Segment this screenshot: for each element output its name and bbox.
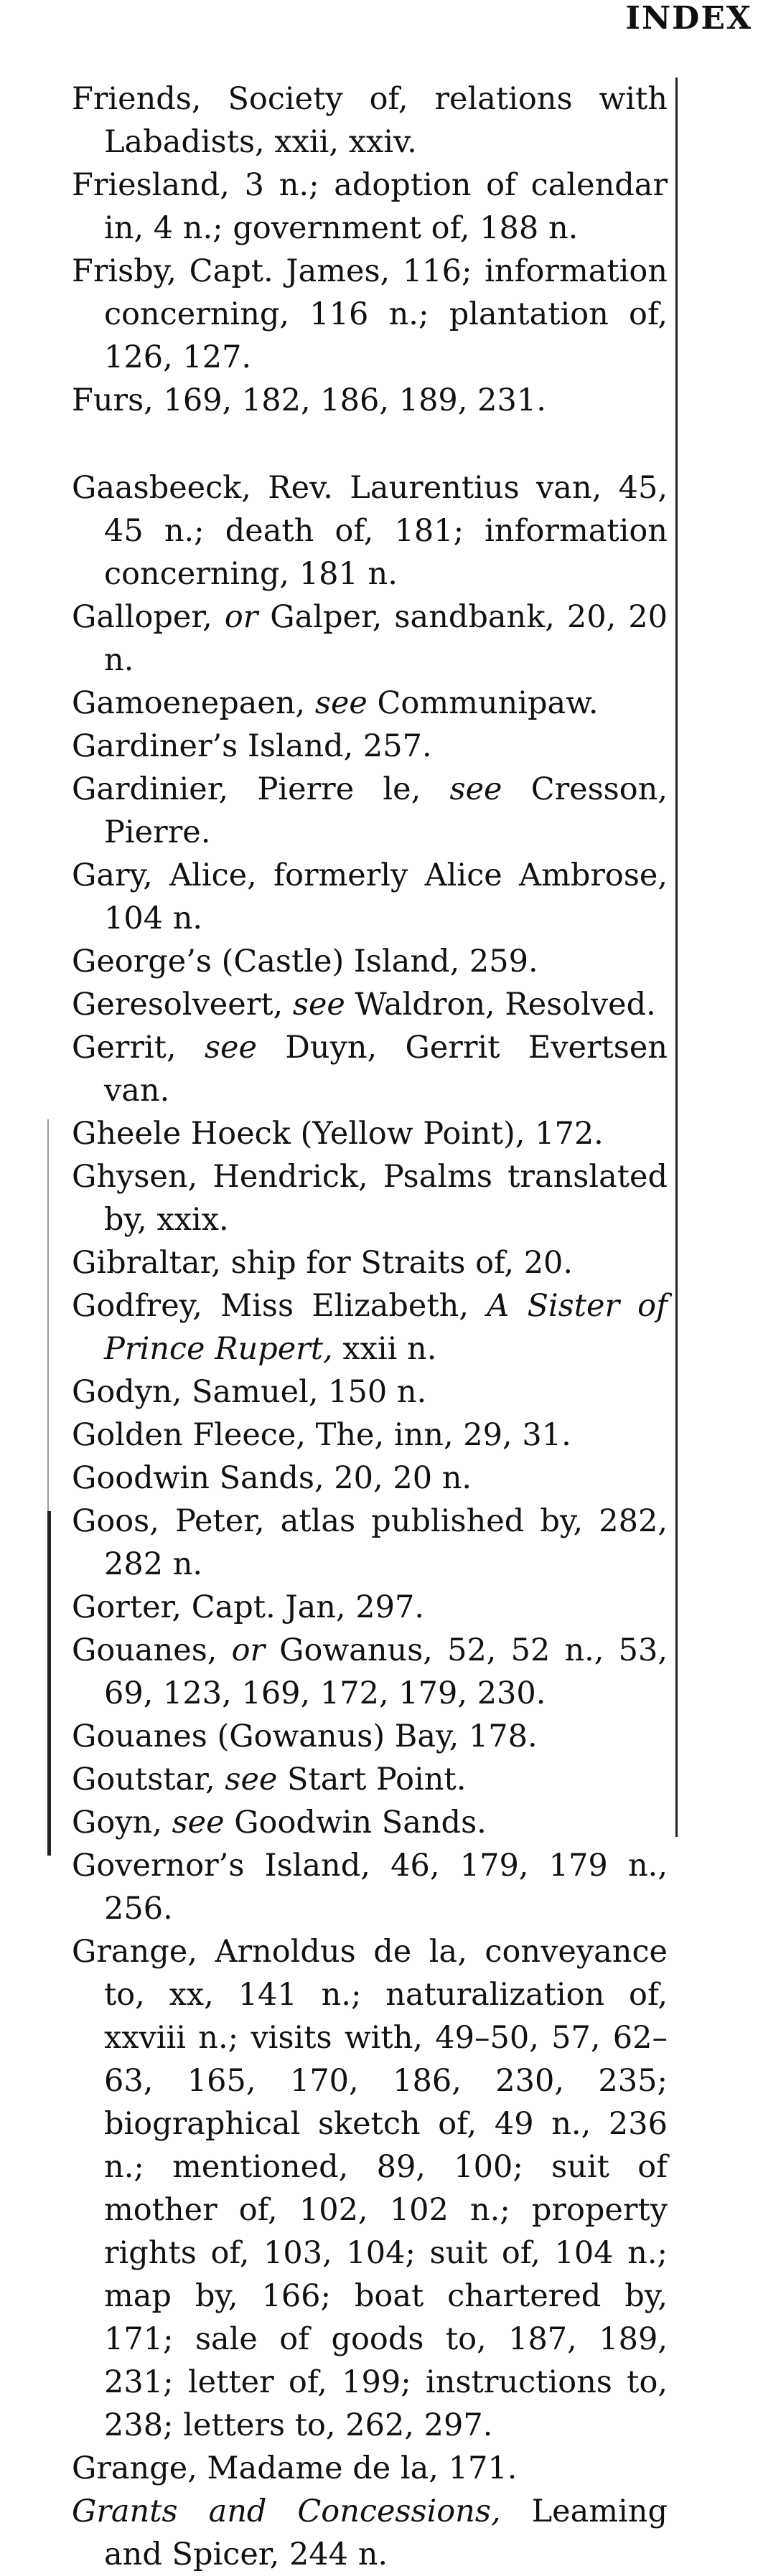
page-header bbox=[625, 0, 752, 37]
entry-text-tail: Waldron, Resolved. bbox=[345, 987, 656, 1023]
index-entry bbox=[72, 1930, 668, 2447]
entry-italic: see bbox=[449, 771, 502, 807]
entry-text: Grange, Arnoldus de la, conveyance to, xx, 141 n.; naturalization of, xxviii n.; visits with, 49–50, 57, 62–63, 165, 170, 186, 230, 235; biographical sketch of, 49 n., 236 n.; mentioned, 89, 100; suit of mother of, 102, 102 n.; property rights of, 103, 104; suit of, 104 n.; map by, 166; boat chartered by, 171; sale of goods to, 187, 189, 231; letter of, 199; instructions to, 238; letters to, 262, 297. bbox=[72, 1934, 668, 2443]
index-entry bbox=[72, 1457, 668, 1500]
index-entry bbox=[72, 682, 668, 725]
entry-text: Ghysen, Hendrick, Psalms translated by, xxix. bbox=[72, 1159, 668, 1238]
entry-text: Gouanes, bbox=[72, 1632, 232, 1668]
entry-text: Godfrey, Miss Elizabeth, bbox=[72, 1288, 487, 1324]
entry-text: Gouanes (Gowanus) Bay, 178. bbox=[72, 1719, 538, 1754]
index-entry bbox=[72, 466, 668, 596]
index-entry bbox=[72, 940, 668, 983]
index-entry bbox=[72, 596, 668, 682]
entry-text-tail: Galper, sandbank, 20, 20 n. bbox=[104, 599, 668, 678]
index-entry bbox=[72, 854, 668, 940]
entry-text: Grange, Madame de la, 171. bbox=[72, 2450, 518, 2486]
entry-italic: Grants and Concessions, bbox=[72, 2493, 501, 2529]
index-entry bbox=[72, 1801, 668, 1844]
index-entry bbox=[72, 1241, 668, 1284]
index-column bbox=[72, 77, 668, 2576]
left-margin-rule-dark bbox=[47, 1511, 51, 1856]
entry-text: Goutstar, bbox=[72, 1762, 225, 1797]
entry-italic: A Sister of Prince Rupert, bbox=[104, 1288, 668, 1367]
entry-text: Friends, Society of, relations with Labadists, xxii, xxiv. bbox=[72, 81, 668, 160]
right-column-rule bbox=[675, 77, 678, 1837]
index-entry bbox=[72, 725, 668, 768]
entry-text-tail: Communipaw. bbox=[367, 685, 599, 721]
entry-text: George’s (Castle) Island, 259. bbox=[72, 944, 538, 979]
entry-text-tail: Goodwin Sands. bbox=[224, 1805, 487, 1841]
entry-text: Goos, Peter, atlas published by, 282, 282 n. bbox=[72, 1503, 668, 1582]
index-entry bbox=[72, 1844, 668, 1930]
entry-text: Gardiner’s Island, 257. bbox=[72, 728, 432, 764]
index-entry bbox=[72, 1414, 668, 1457]
entry-text: Godyn, Samuel, 150 n. bbox=[72, 1374, 427, 1410]
section-gap bbox=[72, 422, 668, 466]
entry-text: Galloper, bbox=[72, 599, 225, 635]
entry-text: Goodwin Sands, 20, 20 n. bbox=[72, 1460, 472, 1496]
entry-text: Gary, Alice, formerly Alice Ambrose, 104 n. bbox=[72, 857, 668, 936]
entry-text-tail: Cresson, Pierre. bbox=[104, 771, 668, 850]
index-entry bbox=[72, 250, 668, 379]
entry-text: Governor’s Island, 46, 179, 179 n., 256. bbox=[72, 1848, 668, 1927]
index-entry bbox=[72, 983, 668, 1026]
index-entry bbox=[72, 1284, 668, 1371]
entry-text-tail: Gowanus, 52, 52 n., 53, 69, 123, 169, 172, 179, 230. bbox=[104, 1632, 668, 1711]
entry-text: Gerrit, bbox=[72, 1030, 205, 1066]
entry-text: Goyn, bbox=[72, 1805, 172, 1841]
index-entry bbox=[72, 2490, 668, 2576]
page-header-title: INDEX bbox=[625, 0, 752, 37]
index-entry bbox=[72, 768, 668, 854]
index-entry bbox=[72, 1112, 668, 1155]
entry-text: Gibraltar, ship for Straits of, 20. bbox=[72, 1245, 574, 1281]
entry-text: Golden Fleece, The, inn, 29, 31. bbox=[72, 1417, 571, 1453]
entry-text: Gheele Hoeck (Yellow Point), 172. bbox=[72, 1116, 604, 1152]
index-entry bbox=[72, 77, 668, 164]
entry-italic: see bbox=[172, 1805, 225, 1841]
index-entry bbox=[72, 1371, 668, 1414]
entry-text-tail: xxii n. bbox=[332, 1331, 437, 1367]
entry-text: Gamoenepaen, bbox=[72, 685, 315, 721]
index-entry bbox=[72, 1629, 668, 1715]
index-entry bbox=[72, 1155, 668, 1241]
entry-text-tail: Start Point. bbox=[277, 1762, 467, 1797]
entry-italic: see bbox=[204, 1030, 257, 1066]
entry-text: Friesland, 3 n.; adoption of calendar in, 4 n.; government of, 188 n. bbox=[72, 167, 668, 246]
left-margin-rule-light bbox=[47, 1119, 49, 1514]
entry-italic: or bbox=[224, 599, 258, 635]
entry-text: Leaming and Spicer, 244 n. bbox=[104, 2493, 668, 2572]
entry-text: Gorter, Capt. Jan, 297. bbox=[72, 1589, 425, 1625]
index-entry bbox=[72, 1026, 668, 1112]
index-entry bbox=[72, 1500, 668, 1586]
entry-text: Gardinier, Pierre le, bbox=[72, 771, 450, 807]
entry-text: Frisby, Capt. James, 116; information concerning, 116 n.; plantation of, 126, 127. bbox=[72, 253, 668, 375]
index-entry bbox=[72, 164, 668, 250]
entry-italic: see bbox=[292, 987, 345, 1023]
index-entry bbox=[72, 2447, 668, 2490]
index-entry bbox=[72, 1586, 668, 1629]
entry-text: Furs, 169, 182, 186, 189, 231. bbox=[72, 382, 546, 418]
entry-italic: see bbox=[225, 1762, 278, 1797]
entry-text-tail: Duyn, Gerrit Evertsen van. bbox=[104, 1030, 668, 1109]
entry-text: Gaasbeeck, Rev. Laurentius van, 45, 45 n.; death of, 181; information concerning, 181 n. bbox=[72, 470, 668, 592]
index-entry bbox=[72, 1715, 668, 1758]
entry-italic: or bbox=[231, 1632, 266, 1668]
index-entry bbox=[72, 379, 668, 422]
entry-text: Geresolveert, bbox=[72, 987, 293, 1023]
entry-italic: see bbox=[314, 685, 368, 721]
index-entry bbox=[72, 1758, 668, 1801]
